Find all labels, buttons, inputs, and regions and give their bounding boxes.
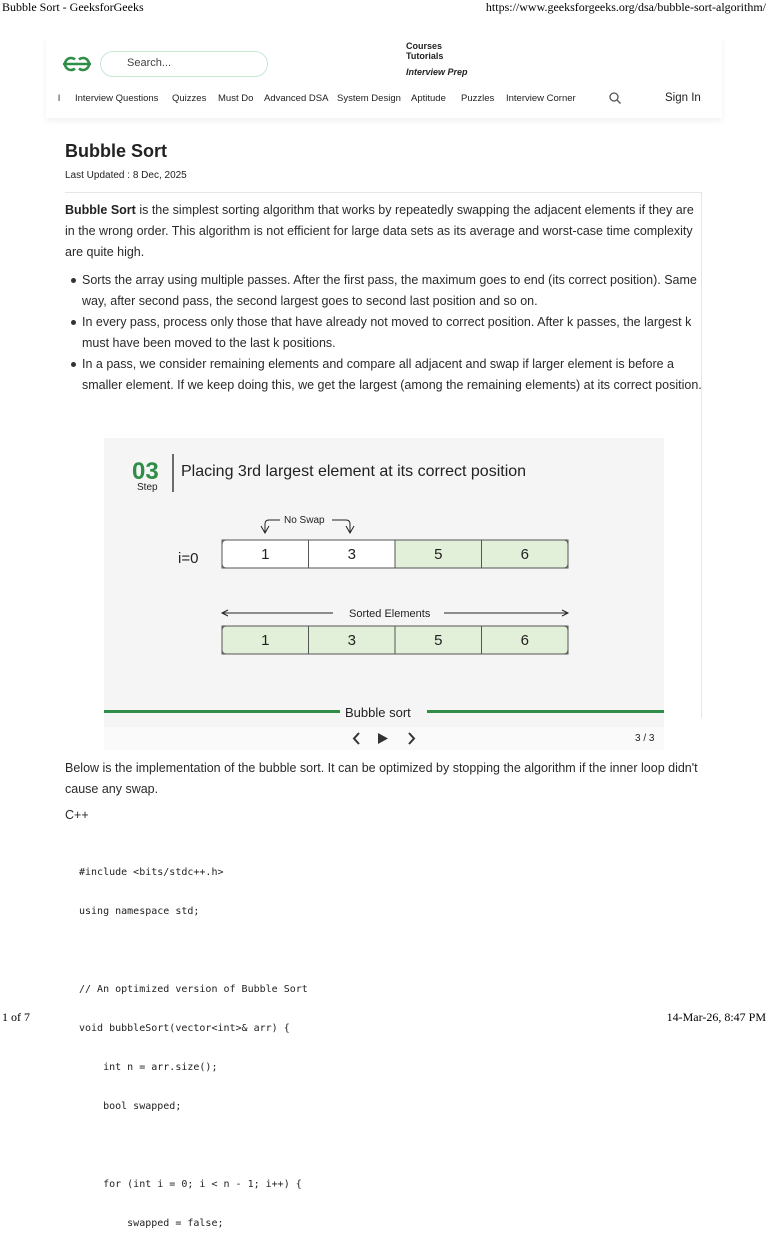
array-cell-value: 6 (520, 546, 529, 563)
next-arrow-icon[interactable] (406, 732, 416, 745)
code-line: // An optimized version of Bubble Sort (79, 984, 308, 995)
print-header-url: https://www.geeksforgeeks.org/dsa/bubble-sort-algorithm/ (485, 0, 766, 14)
nav-item-puzzles[interactable]: Puzzles (461, 93, 495, 104)
intro-paragraph (65, 200, 705, 263)
nav-bar (46, 89, 722, 113)
swap-arrow-left (265, 520, 280, 532)
code-block (79, 840, 308, 1243)
nav-item-interview-questions[interactable]: Interview Questions (75, 93, 159, 104)
search-icon[interactable] (608, 91, 622, 105)
array-cell-value: 1 (261, 546, 270, 563)
search-input[interactable] (100, 51, 268, 77)
code-language-tab[interactable]: C++ (65, 808, 89, 822)
sign-in-button[interactable]: Sign In (665, 92, 701, 104)
caption-line-right (427, 710, 664, 713)
nav-item-advanced-dsa[interactable]: Advanced DSA (264, 93, 329, 104)
caption-line-left (104, 710, 340, 713)
bullet-list (65, 270, 705, 396)
step-heading: Placing 3rd largest element at its correct position (181, 463, 527, 480)
array-cell-value: 6 (520, 632, 529, 649)
code-line (79, 944, 308, 957)
array-cell-value: 1 (261, 632, 270, 649)
play-icon[interactable] (376, 732, 389, 745)
print-footer-page: 1 of 7 (2, 1010, 30, 1024)
nav-item-aptitude[interactable]: Aptitude (411, 93, 446, 104)
array-cell-value: 5 (434, 632, 443, 649)
page-title: Bubble Sort (65, 141, 167, 161)
intro-text: is the simplest sorting algorithm that works by repeatedly swapping the adjacent elements if they are in the wrong order. This algorithm is not efficient for large data sets as its average and worst-case time complexity are quite high. (65, 203, 694, 259)
code-line: #include <bits/stdc++.h> (79, 867, 224, 878)
gfg-logo-icon[interactable] (60, 53, 94, 75)
last-updated: Last Updated : 8 Dec, 2025 (65, 170, 187, 181)
code-line: for (int i = 0; i < n - 1; i++) { (79, 1179, 302, 1190)
code-line: int n = arr.size(); (79, 1062, 218, 1073)
top-menu (406, 41, 468, 77)
array-cell-value: 3 (347, 546, 356, 563)
code-line: using namespace std; (79, 906, 200, 917)
search-placeholder: Search... (127, 57, 172, 69)
array-row-current (222, 540, 568, 568)
code-line: swapped = false; (79, 1218, 224, 1229)
slide-counter: 3 / 3 (635, 733, 655, 744)
step-number: 03 (132, 458, 159, 485)
menu-item-interview-prep[interactable]: Interview Prep (406, 67, 468, 77)
menu-item-courses[interactable]: Courses (406, 41, 443, 51)
nav-item-cut[interactable]: l (58, 93, 61, 104)
step-illustration (104, 438, 664, 750)
array-row-sorted (222, 626, 568, 654)
step-label: Step (137, 482, 158, 493)
list-item: In every pass, process only those that have already not moved to correct position. After k passes, the largest k must have been moved to the last k positions. (65, 312, 705, 354)
code-line: void bubbleSort(vector<int>& arr) { (79, 1023, 290, 1034)
array-cell-value: 3 (347, 632, 356, 649)
print-footer-date: 14-Mar-26, 8:47 PM (666, 1010, 766, 1024)
menu-item-tutorials[interactable]: Tutorials (406, 51, 444, 61)
divider (65, 192, 702, 193)
list-item: Sorts the array using multiple passes. After the first pass, the maximum goes to end (its correct position). Same way, after second pass, the second largest goes to second last position and so on. (65, 270, 705, 312)
nav-item-must-do[interactable]: Must Do (218, 93, 254, 104)
nav-item-interview-corner[interactable]: Interview Corner (506, 93, 576, 104)
code-line: bool swapped; (79, 1101, 182, 1112)
swap-label: No Swap (284, 515, 325, 526)
implementation-paragraph: Below is the implementation of the bubble sort. It can be optimized by stopping the algorithm if the inner loop didn't cause any swap. (65, 761, 698, 796)
slideshow-caption: Bubble sort (345, 705, 411, 720)
array-cell-value: 5 (434, 546, 443, 563)
nav-item-quizzes[interactable]: Quizzes (172, 93, 207, 104)
sorted-label: Sorted Elements (349, 608, 431, 620)
code-line (79, 1139, 308, 1152)
swap-arrow-right (332, 520, 350, 532)
slideshow-controls (104, 727, 664, 750)
print-header-title: Bubble Sort - GeeksforGeeks (2, 0, 144, 14)
nav-item-system-design[interactable]: System Design (337, 93, 401, 104)
prev-arrow-icon[interactable] (352, 732, 362, 745)
intro-bold-term: Bubble Sort (65, 203, 136, 217)
list-item: In a pass, we consider remaining elements and compare all adjacent and swap if larger element is before a smaller element. If we keep doing this, we get the largest (among the remaining elements) at its correct position. (65, 354, 705, 396)
bubble-sort-slideshow (104, 438, 664, 750)
iteration-label: i=0 (178, 550, 199, 567)
site-header (46, 36, 722, 118)
